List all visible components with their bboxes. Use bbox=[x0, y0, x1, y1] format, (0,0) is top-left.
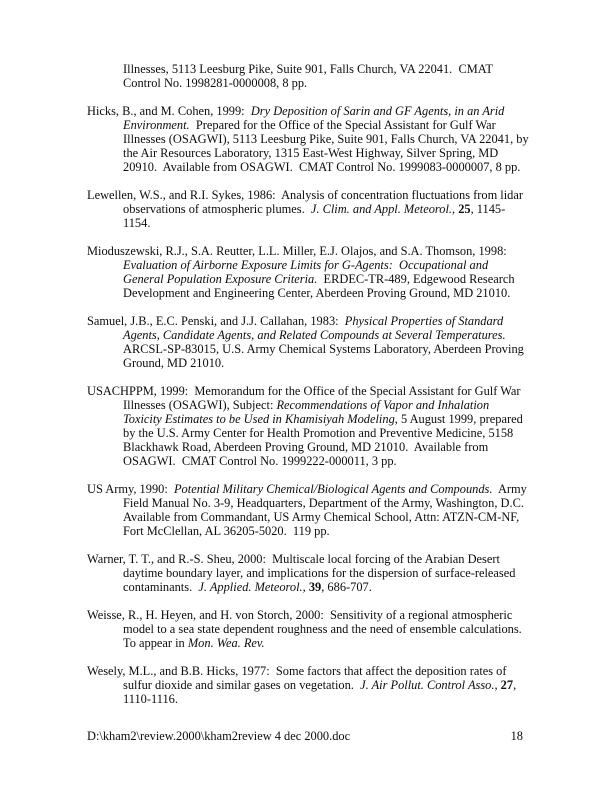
text-run: Development and Engineering Center, Aberdeen Proving Ground, MD 21010. bbox=[123, 286, 511, 300]
reference-entry bbox=[87, 664, 525, 706]
reference-line bbox=[87, 622, 525, 636]
text-run: ERDEC-TR-489, Edgewood Research bbox=[317, 272, 515, 286]
text-run: 20910. Available from OSAGWI. CMAT Control No. 1999083-0000007, 8 pp. bbox=[123, 160, 521, 174]
text-run: OSAGWI. CMAT Control No. 1999222-000011, 3 pp. bbox=[123, 454, 397, 468]
text-run: Prepared for the Office of the Special Assistant for Gulf War bbox=[189, 118, 496, 132]
text-run: , bbox=[513, 678, 517, 692]
reference-line bbox=[87, 510, 525, 524]
reference-line bbox=[87, 188, 525, 202]
reference-line bbox=[87, 76, 525, 90]
reference-line bbox=[87, 524, 525, 538]
text-run: , bbox=[494, 678, 501, 692]
reference-line bbox=[87, 678, 525, 692]
references-list bbox=[87, 62, 529, 720]
reference-line bbox=[87, 146, 525, 160]
footer-file-path: D:\kham2\review.2000\kham2review 4 dec 2000.doc bbox=[87, 729, 351, 743]
reference-line bbox=[87, 314, 525, 328]
reference-line bbox=[87, 426, 525, 440]
text-run: Illnesses (OSAGWI), Subject: bbox=[123, 398, 277, 412]
text-run: ARCSL-SP-83015, U.S. Army Chemical Systems Laboratory, Aberdeen Proving bbox=[123, 342, 524, 356]
text-run: Potential Military Chemical/Biological Agents and Compounds. bbox=[173, 482, 493, 496]
text-run: Illnesses, 5113 Leesburg Pike, Suite 901, Falls Church, VA 22041. CMAT bbox=[123, 62, 493, 76]
text-run: J. Air Pollut. Control Asso. bbox=[360, 678, 495, 692]
text-run: Mioduszewski, R.J., S.A. Reutter, L.L. Miller, E.J. Olajos, and S.A. Thomson, 1998: bbox=[87, 244, 507, 258]
text-run: observations of atmospheric plumes. bbox=[123, 202, 311, 216]
text-run: model to a sea state dependent roughness and the need of ensemble calculations. bbox=[123, 622, 522, 636]
text-run: Samuel, J.B., E.C. Penski, and J.J. Callahan, 1983: bbox=[87, 314, 345, 328]
reference-line bbox=[87, 482, 525, 496]
text-run: by the U.S. Army Center for Health Promotion and Preventive Medicine, 5158 bbox=[123, 426, 514, 440]
text-run: Illnesses (OSAGWI), 5113 Leesburg Pike, Suite 901, Falls Church, VA 22041, by bbox=[123, 132, 529, 146]
reference-line bbox=[87, 286, 525, 300]
text-run: 27 bbox=[500, 678, 514, 692]
text-run: Toxicity Estimates to be Used in Khamisiyah Modeling bbox=[123, 412, 395, 426]
reference-line bbox=[87, 398, 525, 412]
reference-line bbox=[87, 608, 525, 622]
reference-line bbox=[87, 440, 525, 454]
reference-line bbox=[87, 342, 525, 356]
text-run: Fort McClellan, AL 36205-5020. 119 pp. bbox=[123, 524, 330, 538]
reference-line bbox=[87, 692, 525, 706]
text-run: Dry Deposition of Sarin and GF Agents, in an Arid bbox=[250, 104, 505, 118]
text-run: Hicks, B., and M. Cohen, 1999: bbox=[87, 104, 251, 118]
text-run: Mon. Wea. Rev. bbox=[187, 636, 265, 650]
page-number: 18 bbox=[510, 729, 523, 743]
text-run: Field Manual No. 3-9, Headquarters, Department of the Army, Washington, D.C. bbox=[123, 496, 524, 510]
reference-line bbox=[87, 356, 525, 370]
text-run: contaminants. bbox=[123, 580, 199, 594]
text-run: Environment. bbox=[123, 118, 190, 132]
text-run: To appear in bbox=[123, 636, 188, 650]
reference-line bbox=[87, 496, 525, 510]
reference-line bbox=[87, 104, 525, 118]
reference-line bbox=[87, 62, 525, 76]
text-run: , 1145- bbox=[470, 202, 506, 216]
reference-line bbox=[87, 384, 525, 398]
text-run: J. Clim. and Appl. Meteorol. bbox=[310, 202, 452, 216]
text-run: Weisse, R., H. Heyen, and H. von Storch, 2000: Sensitivity of a regional atmospheric bbox=[87, 608, 513, 622]
text-run: 25 bbox=[458, 202, 471, 216]
text-run: Agents, Candidate Agents, and Related Compounds at Several Temperatures. bbox=[123, 328, 506, 342]
reference-entry bbox=[87, 482, 525, 538]
text-run: Recommendations of Vapor and Inhalation bbox=[276, 398, 490, 412]
reference-line bbox=[87, 328, 525, 342]
reference-entry bbox=[87, 608, 525, 650]
text-run: , bbox=[452, 202, 459, 216]
reference-entry bbox=[87, 244, 525, 300]
text-run: Evaluation of Airborne Exposure Limits for G-Agents: Occupational and bbox=[123, 258, 489, 272]
reference-line bbox=[87, 160, 525, 174]
text-run: General Population Exposure Criteria. bbox=[123, 272, 318, 286]
reference-line bbox=[87, 202, 525, 216]
reference-entry bbox=[87, 62, 525, 90]
reference-line bbox=[87, 454, 525, 468]
reference-line bbox=[87, 412, 525, 426]
reference-entry bbox=[87, 188, 525, 230]
text-run: US Army, 1990: bbox=[87, 482, 174, 496]
text-run: Control No. 1998281-0000008, 8 pp. bbox=[123, 76, 308, 90]
text-run: 1110-1116. bbox=[123, 692, 178, 706]
text-run: 1154. bbox=[123, 216, 151, 230]
text-run: daytime boundary layer, and implications for the dispersion of surface-released bbox=[123, 566, 516, 580]
page-footer bbox=[87, 729, 523, 743]
reference-line bbox=[87, 664, 525, 678]
text-run: Physical Properties of Standard bbox=[344, 314, 504, 328]
reference-entry bbox=[87, 104, 529, 174]
text-run: USACHPPM, 1999: Memorandum for the Office of the Special Assistant for Gulf War bbox=[87, 384, 521, 398]
text-run: , 686-707. bbox=[321, 580, 372, 594]
reference-entry bbox=[87, 384, 525, 468]
reference-line bbox=[87, 216, 525, 230]
text-run: , bbox=[302, 580, 309, 594]
text-run: 39 bbox=[308, 580, 322, 594]
reference-line bbox=[87, 636, 525, 650]
text-run: sulfur dioxide and similar gases on vegetation. bbox=[123, 678, 361, 692]
reference-line bbox=[87, 580, 525, 594]
text-run: Available from Commandant, US Army Chemical School, Attn: ATZN-CM-NF, bbox=[123, 510, 520, 524]
reference-entry bbox=[87, 552, 525, 594]
reference-line bbox=[87, 272, 525, 286]
reference-line bbox=[87, 566, 525, 580]
text-run: Ground, MD 21010. bbox=[123, 356, 225, 370]
reference-entry bbox=[87, 314, 525, 370]
reference-line bbox=[87, 258, 525, 272]
text-run: Wesely, M.L., and B.B. Hicks, 1977: Some factors that affect the deposition rates of bbox=[87, 664, 507, 678]
text-run: Army bbox=[492, 482, 527, 496]
text-run: the Air Resources Laboratory, 1315 East-West Highway, Silver Spring, MD bbox=[123, 146, 499, 160]
reference-line bbox=[87, 118, 525, 132]
reference-line bbox=[87, 132, 529, 146]
text-run: , 5 August 1999, prepared bbox=[394, 412, 523, 426]
text-run: Blackhawk Road, Aberdeen Proving Ground, MD 21010. Available from bbox=[123, 440, 489, 454]
text-run: J. Applied. Meteorol. bbox=[198, 580, 303, 594]
reference-line bbox=[87, 244, 525, 258]
text-run: Lewellen, W.S., and R.I. Sykes, 1986: Analysis of concentration fluctuations from lidar bbox=[87, 188, 524, 202]
text-run: Warner, T. T., and R.-S. Sheu, 2000: Multiscale local forcing of the Arabian Desert bbox=[87, 552, 500, 566]
reference-line bbox=[87, 552, 525, 566]
